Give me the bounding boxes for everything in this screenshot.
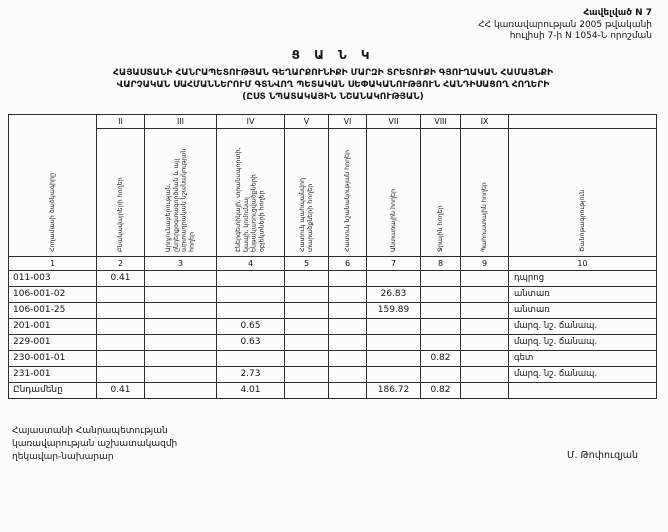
table-cell <box>461 367 509 383</box>
total-cell <box>509 383 657 399</box>
footer-signature: Մ. Թոփուզյան <box>566 450 638 462</box>
table-cell <box>97 335 145 351</box>
table-cell <box>329 287 367 303</box>
cell-purpose: մարզ. նշ. ճանապ. <box>509 319 657 335</box>
table-row <box>9 335 657 351</box>
total-cell <box>461 383 509 399</box>
total-label: Ընդամենը <box>9 383 97 399</box>
table-cell <box>461 271 509 287</box>
table-cell <box>285 271 329 287</box>
land-table <box>8 114 657 399</box>
cell-purpose: անտառ <box>509 303 657 319</box>
table-cell <box>217 287 285 303</box>
column-number: 7 <box>367 257 421 271</box>
table-row <box>9 303 657 319</box>
total-cell <box>285 383 329 399</box>
cell-purpose: գետ <box>509 351 657 367</box>
table-cell <box>285 351 329 367</box>
table-cell <box>329 367 367 383</box>
table-row <box>9 367 657 383</box>
heading-line-3: (ԸՍՏ ՆՊԱՏԱԿԱՅԻՆ ՆՇԱՆԱԿՈՒԹՅԱՆ) <box>242 92 424 103</box>
table-cell <box>97 367 145 383</box>
column-header: Հատուկ նշանակության հողեր <box>329 129 367 257</box>
table-cell <box>145 303 217 319</box>
cell-parcel-code: 231-001 <box>9 367 97 383</box>
table-cell <box>145 271 217 287</box>
column-header-note: Ծանոթագրություն <box>509 129 657 257</box>
column-header: Արդյունաբերության, ընդերքօգտագործման և այլ արտադրական նշանակության հողեր <box>145 129 217 257</box>
roman-numeral: V <box>285 115 329 129</box>
total-cell <box>329 383 367 399</box>
appendix-note <box>8 8 658 43</box>
column-number: 1 <box>9 257 97 271</box>
table-cell <box>97 351 145 367</box>
document-title: Ց Ա Ն Կ <box>291 48 375 63</box>
total-cell: 0.41 <box>97 383 145 399</box>
table-row <box>9 351 657 367</box>
table-cell <box>145 367 217 383</box>
roman-numeral: IX <box>461 115 509 129</box>
roman-numeral: VIII <box>421 115 461 129</box>
total-cell: 0.82 <box>421 383 461 399</box>
cell-purpose: դպրոց <box>509 271 657 287</box>
heading-line-2: ՎԱՐՉԱԿԱՆ ՍԱՀՄԱՆՆԵՐՈՒՄ ԳՏՆՎՈՂ ՊԵՏԱԿԱՆ ՍԵՓԱԿԱՆՈՒԹՅՈՒՆ ՀԱՆԴԻՍԱՑՈՂ ՀՈՂԵՐԻ <box>116 80 550 91</box>
table-cell <box>421 335 461 351</box>
table-row <box>9 319 657 335</box>
footer-line-1: Հայաստանի Հանրապետության <box>12 426 168 437</box>
column-number: 4 <box>217 257 285 271</box>
table-cell <box>329 335 367 351</box>
table-cell <box>461 351 509 367</box>
roman-numeral-empty <box>509 115 657 129</box>
table-row <box>9 287 657 303</box>
table-cell: 0.65 <box>217 319 285 335</box>
appendix-line-2: ՀՀ կառավարության 2005 թվականի <box>478 19 652 30</box>
table-cell <box>367 335 421 351</box>
column-header: Անտառային հողեր <box>367 129 421 257</box>
table-cell <box>97 287 145 303</box>
table-cell <box>329 271 367 287</box>
table-cell <box>145 351 217 367</box>
table-cell <box>217 271 285 287</box>
table-cell <box>329 303 367 319</box>
footer-line-3: ղեկավար-նախարար <box>12 451 114 462</box>
table-cell <box>329 319 367 335</box>
roman-numeral: III <box>145 115 217 129</box>
column-header: Բնակավայրերի հողեր <box>97 129 145 257</box>
total-row <box>9 383 657 399</box>
table-cell <box>329 351 367 367</box>
table-cell <box>145 319 217 335</box>
column-header-code: Հողամասի ծածկագիրը <box>9 115 97 257</box>
table-cell <box>421 319 461 335</box>
cell-parcel-code: 201-001 <box>9 319 97 335</box>
roman-numeral: II <box>97 115 145 129</box>
table-cell: 26.83 <box>367 287 421 303</box>
appendix-line-3: հուլիսի 7-ի N 1054-Ն որոշման <box>509 31 652 42</box>
cell-parcel-code: 106-001-02 <box>9 287 97 303</box>
roman-numeral-row <box>9 115 657 129</box>
table-cell <box>285 319 329 335</box>
table-cell <box>461 319 509 335</box>
table-cell: 0.41 <box>97 271 145 287</box>
cell-purpose: մարզ. նշ. ճանապ. <box>509 335 657 351</box>
roman-numeral: VII <box>367 115 421 129</box>
table-row <box>9 271 657 287</box>
footer-line-2: կառավարության աշխատակազմի <box>12 439 178 450</box>
table-cell <box>285 303 329 319</box>
table-cell <box>421 287 461 303</box>
table-cell <box>421 303 461 319</box>
cell-parcel-code: 106-001-25 <box>9 303 97 319</box>
cell-parcel-code: 229-001 <box>9 335 97 351</box>
document-footer <box>8 425 658 463</box>
column-number: 6 <box>329 257 367 271</box>
table-cell <box>461 303 509 319</box>
table-cell <box>97 319 145 335</box>
column-number: 3 <box>145 257 217 271</box>
column-header: Պահուստային հողեր <box>461 129 509 257</box>
total-cell: 4.01 <box>217 383 285 399</box>
total-cell: 186.72 <box>367 383 421 399</box>
table-cell <box>145 287 217 303</box>
column-header: Էներգետիկայի, տրանսպորտի, կապի, կոմունալ ենթակառուցվածքների օբյեկտների հողեր <box>217 129 285 257</box>
column-number: 9 <box>461 257 509 271</box>
table-cell <box>421 271 461 287</box>
document-heading <box>8 67 658 103</box>
cell-parcel-code: 230-001-01 <box>9 351 97 367</box>
table-cell: 2.73 <box>217 367 285 383</box>
roman-numeral: VI <box>329 115 367 129</box>
cell-purpose: անտառ <box>509 287 657 303</box>
table-cell <box>367 319 421 335</box>
cell-parcel-code: 011-003 <box>9 271 97 287</box>
total-cell <box>145 383 217 399</box>
table-cell <box>461 335 509 351</box>
table-cell <box>97 303 145 319</box>
table-cell <box>285 335 329 351</box>
table-cell <box>217 351 285 367</box>
table-cell: 0.82 <box>421 351 461 367</box>
table-cell <box>367 271 421 287</box>
signatory-title-block <box>12 425 177 463</box>
column-number: 5 <box>285 257 329 271</box>
table-cell <box>421 367 461 383</box>
column-header: Ջրային հողեր <box>421 129 461 257</box>
rotated-header-row <box>9 129 657 257</box>
table-cell <box>285 287 329 303</box>
column-number: 10 <box>509 257 657 271</box>
column-number: 8 <box>421 257 461 271</box>
roman-numeral: IV <box>217 115 285 129</box>
cell-purpose: մարզ. նշ. ճանապ. <box>509 367 657 383</box>
table-cell <box>217 303 285 319</box>
table-cell <box>367 351 421 367</box>
heading-line-1: ՀԱՅԱՍՏԱՆԻ ՀԱՆՐԱՊԵՏՈՒԹՅԱՆ ԳԵՂԱՐՔՈՒՆԻՔԻ ՄԱՐԶԻ ՏՐԵՏՈՒՔԻ ԳՅՈՒՂԱԿԱՆ ՀԱՄԱՅՆՔԻ <box>113 68 553 79</box>
table-cell <box>367 367 421 383</box>
table-cell <box>145 335 217 351</box>
table-cell: 159.89 <box>367 303 421 319</box>
table-cell <box>461 287 509 303</box>
column-number: 2 <box>97 257 145 271</box>
table-cell <box>285 367 329 383</box>
table-cell: 0.63 <box>217 335 285 351</box>
column-header: Հատուկ պահպանվող տարածքների հողեր <box>285 129 329 257</box>
appendix-line-1: Հավելված N 7 <box>583 8 652 18</box>
column-number-row <box>9 257 657 271</box>
